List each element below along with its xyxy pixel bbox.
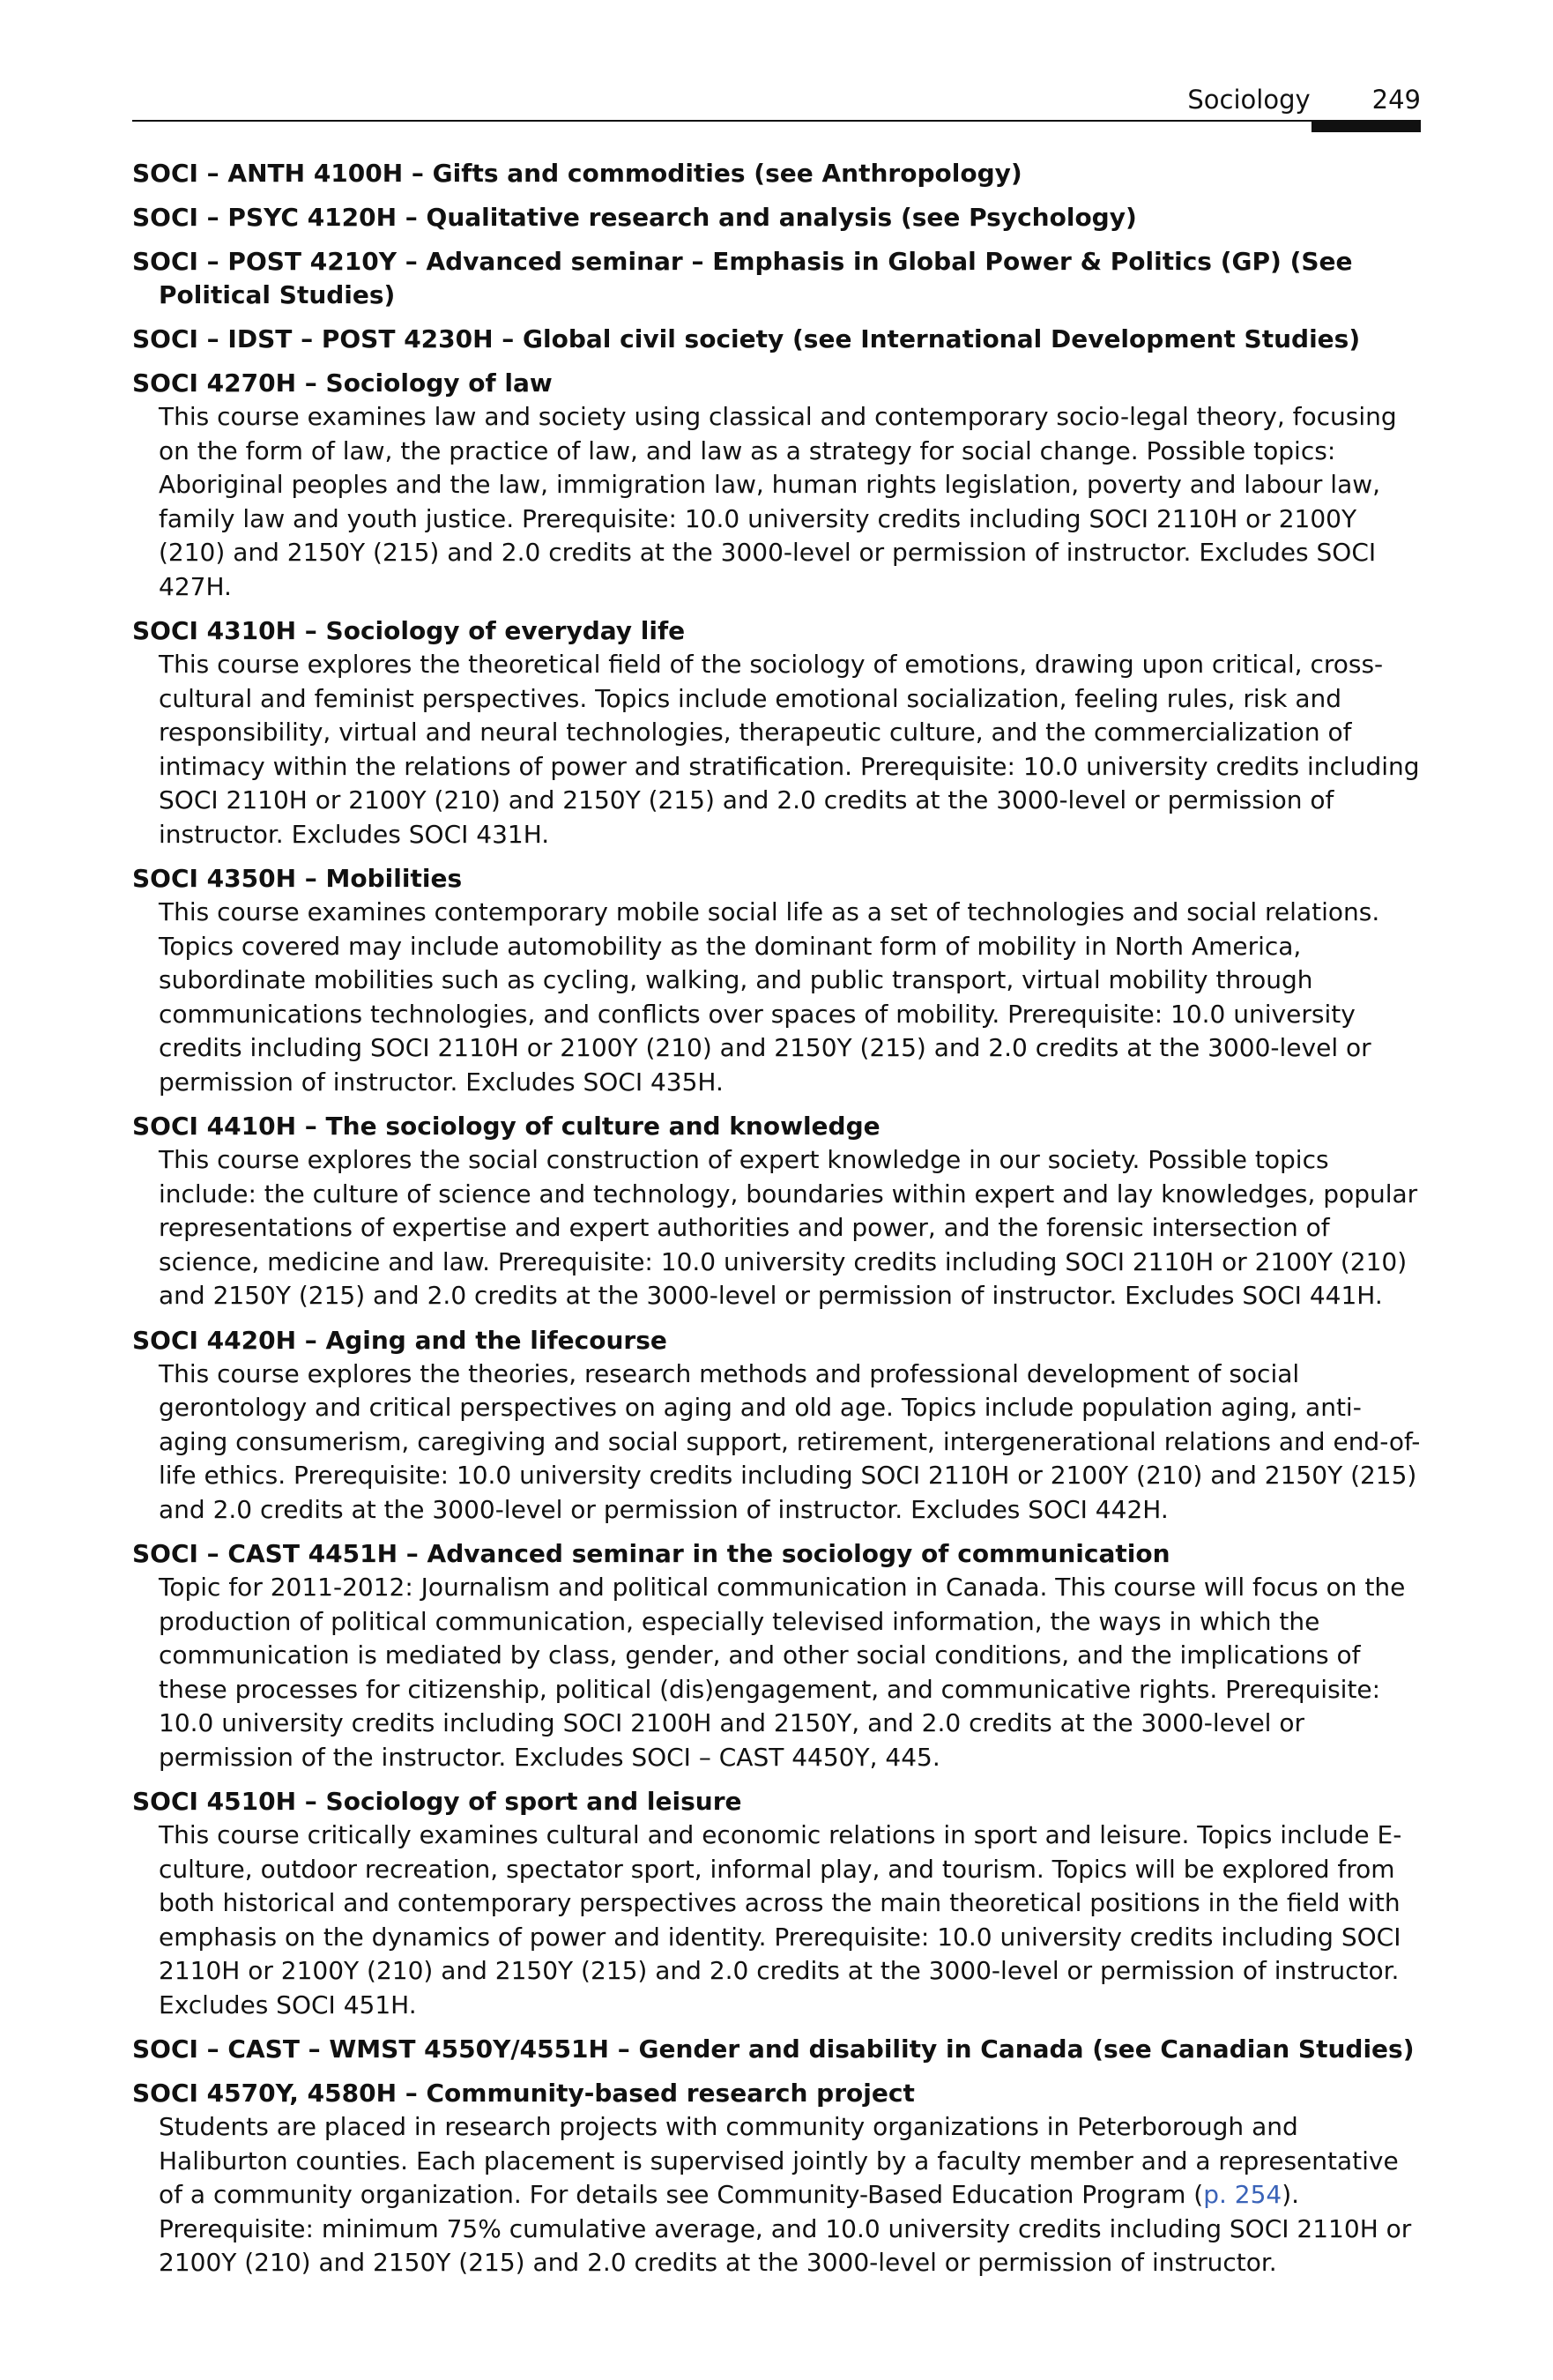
description-text: Students are placed in research projects with community organizations in Peterborough and Haliburton counties. Each placement is supervised jointly by a faculty member and a representative of a community organization. For details see Community-Based Education Program ( [159, 2112, 1399, 2209]
course-entry [132, 323, 1421, 356]
section-title: Sociology [1187, 85, 1311, 115]
course-description: This course examines law and society using classical and contemporary socio-legal theory, focusing on the form of law, the practice of law, and law as a strategy for social change. Possible topics: Aboriginal peoples and the law, immigration law, human rights legislation, poverty and labour law, family law and youth justice. Prerequisite: 10.0 university credits including SOCI 2110H or 2100Y (210) and 2150Y (215) and 2.0 credits at the 3000-level or permission of instructor. Excludes SOCI 427H. [159, 402, 1397, 601]
course-entry [132, 862, 1421, 1099]
course-title: SOCI – CAST 4451H – Advanced seminar in the sociology of communication [132, 1539, 1170, 1568]
course-description: This course examines contemporary mobile social life as a set of technologies and social relations. Topics covered may include automobility as the dominant form of mobility in North America, subordinate mobilities such as cycling, walking, and public transport, virtual mobility through communications technologies, and conflicts over spaces of mobility. Prerequisite: 10.0 university credits including SOCI 2110H or 2100Y (210) and 2150Y (215) and 2.0 credits at the 3000-level or permission of instructor. Excludes SOCI 435H. [159, 897, 1380, 1097]
course-entry [132, 201, 1421, 234]
course-entry [132, 367, 1421, 604]
course-title: SOCI 4310H – Sociology of everyday life [132, 616, 686, 645]
header-rule [132, 120, 1421, 122]
course-title: SOCI – IDST – POST 4230H – Global civil society (see International Development Studies) [132, 324, 1361, 353]
course-description: This course explores the theoretical field of the sociology of emotions, drawing upon critical, cross-cultural and feminist perspectives. Topics include emotional socialization, feeling rules, risk and responsibility, virtual and neural technologies, therapeutic culture, and the commercialization of intimacy within the relations of power and stratification. Prerequisite: 10.0 university credits including SOCI 2110H or 2100Y (210) and 2150Y (215) and 2.0 credits at the 3000-level or permission of instructor. Excludes SOCI 431H. [159, 650, 1420, 849]
course-title: SOCI 4350H – Mobilities [132, 864, 463, 893]
course-entry [132, 1537, 1421, 1774]
course-entry [132, 1110, 1421, 1313]
course-description [132, 2110, 1421, 2280]
page-number: 249 [1371, 85, 1421, 115]
course-entry [132, 1785, 1421, 2022]
course-list [132, 157, 1421, 2291]
page-header [132, 78, 1421, 132]
course-description: This course explores the social construction of expert knowledge in our society. Possible topics include: the culture of science and technology, boundaries within expert and lay knowledges, popular representations of expertise and expert authorities and power, and the forensic intersection of science, medicine and law. Prerequisite: 10.0 university credits including SOCI 2110H or 2100Y (210) and 2150Y (215) and 2.0 credits at the 3000-level or permission of instructor. Excludes SOCI 441H. [159, 1145, 1418, 1310]
course-description: Topic for 2011-2012: Journalism and political communication in Canada. This course will focus on the production of political communication, especially televised information, the ways in which the communication is mediated by class, gender, and other social conditions, and the implications of these processes for citizenship, political (dis)engagement, and communicative rights. Prerequisite: 10.0 university credits including SOCI 2100H and 2150Y, and 2.0 credits at the 3000-level or permission of the instructor. Excludes SOCI – CAST 4450Y, 445. [159, 1573, 1406, 1772]
course-description: This course critically examines cultural and economic relations in sport and leisure. Topics include E-culture, outdoor recreation, spectator sport, informal play, and tourism. Topics will be explored from both historical and contemporary perspectives across the main theoretical positions in the field with emphasis on the dynamics of power and identity. Prerequisite: 10.0 university credits including SOCI 2110H or 2100Y (210) and 2150Y (215) and 2.0 credits at the 3000-level or permission of instructor. Excludes SOCI 451H. [159, 1820, 1402, 2019]
course-entry [132, 157, 1421, 190]
course-entry [132, 1324, 1421, 1528]
course-entry [132, 614, 1421, 852]
course-title: SOCI – CAST – WMST 4550Y/4551H – Gender and disability in Canada (see Canadian Studies) [132, 2034, 1415, 2064]
description-text: ). Prerequisite: minimum 75% cumulative average, and 10.0 university credits including SOCI 2110H or 2100Y (210) and 2150Y (215) and 2.0 credits at the 3000-level or permission of instructor. [159, 2180, 1412, 2277]
course-title: SOCI 4270H – Sociology of law [132, 368, 553, 398]
course-title: SOCI – PSYC 4120H – Qualitative research and analysis (see Psychology) [132, 203, 1137, 232]
page-reference-link[interactable]: p. 254 [1203, 2180, 1282, 2209]
header-tab-block [1312, 120, 1421, 132]
course-title: SOCI 4510H – Sociology of sport and leisure [132, 1787, 742, 1816]
header-text [1187, 85, 1421, 115]
course-title: SOCI 4410H – The sociology of culture and knowledge [132, 1112, 881, 1141]
course-title: SOCI – ANTH 4100H – Gifts and commodities (see Anthropology) [132, 159, 1022, 188]
course-entry [132, 2033, 1421, 2066]
course-entry [132, 2077, 1421, 2280]
course-title: SOCI 4570Y, 4580H – Community-based research project [132, 2079, 915, 2108]
course-description: This course explores the theories, research methods and professional development of social gerontology and critical perspectives on aging and old age. Topics include population aging, anti-aging consumerism, caregiving and social support, retirement, intergenerational relations and end-of-life ethics. Prerequisite: 10.0 university credits including SOCI 2110H or 2100Y (210) and 2150Y (215) and 2.0 credits at the 3000-level or permission of instructor. Excludes SOCI 442H. [159, 1358, 1421, 1524]
course-entry [132, 245, 1421, 312]
course-title: SOCI 4420H – Aging and the lifecourse [132, 1325, 667, 1355]
course-title: SOCI – POST 4210Y – Advanced seminar – Emphasis in Global Power & Politics (GP) (See Political Studies) [132, 247, 1353, 309]
